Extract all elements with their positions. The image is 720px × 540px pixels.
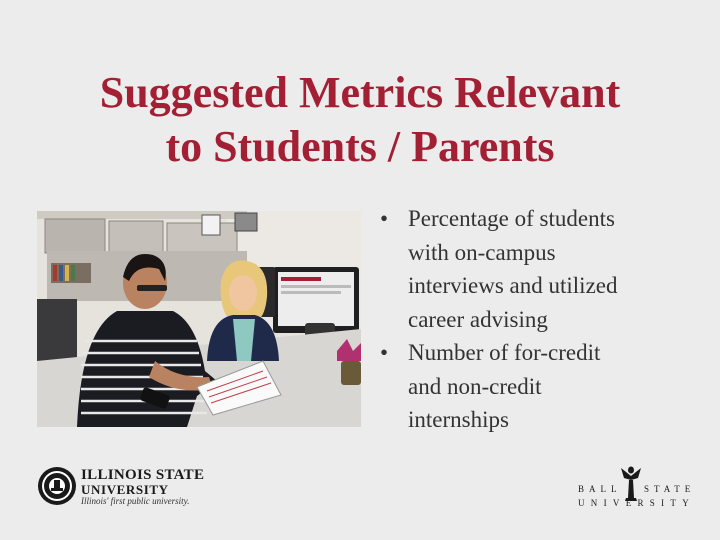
bullet-item-2	[380, 336, 700, 437]
bullet-1-line-3: interviews and utilized	[408, 273, 618, 298]
bullet-1-line-1: Percentage of students	[408, 206, 615, 231]
bullet-1-line-4: career advising	[408, 306, 548, 332]
bullet-2-line-2: and non-credit	[408, 373, 542, 399]
bsu-text-state: STATE	[644, 484, 696, 494]
bullet-2-line-1: Number of for-credit	[408, 340, 601, 365]
bullet-1-line-2: with on-campus	[408, 239, 556, 265]
bullet-dot-icon: •	[380, 206, 389, 231]
slide-title	[20, 66, 700, 174]
bullet-dot-icon: •	[380, 340, 389, 365]
beneficence-emblem-icon	[618, 462, 644, 502]
bsu-text-university: UNIVERSITY	[578, 498, 695, 508]
metrics-bullet-list	[380, 202, 700, 437]
advising-photo	[37, 211, 361, 427]
bullet-2-line-3: internships	[408, 407, 509, 432]
isu-seal-icon	[37, 466, 77, 506]
bullet-item-1	[380, 202, 700, 336]
isu-tagline: Illinois' first public university.	[81, 496, 190, 506]
isu-name-line-2: UNIVERSITY	[81, 482, 169, 497]
isu-name-line-1: ILLINOIS STATE	[81, 467, 205, 483]
slide-title-line-1: Suggested Metrics Relevant	[99, 68, 621, 117]
slide-title-line-2: to Students / Parents	[165, 122, 555, 171]
illinois-state-logo	[37, 466, 207, 508]
bsu-text-ball: BALL	[578, 484, 622, 494]
ball-state-logo	[572, 462, 696, 512]
